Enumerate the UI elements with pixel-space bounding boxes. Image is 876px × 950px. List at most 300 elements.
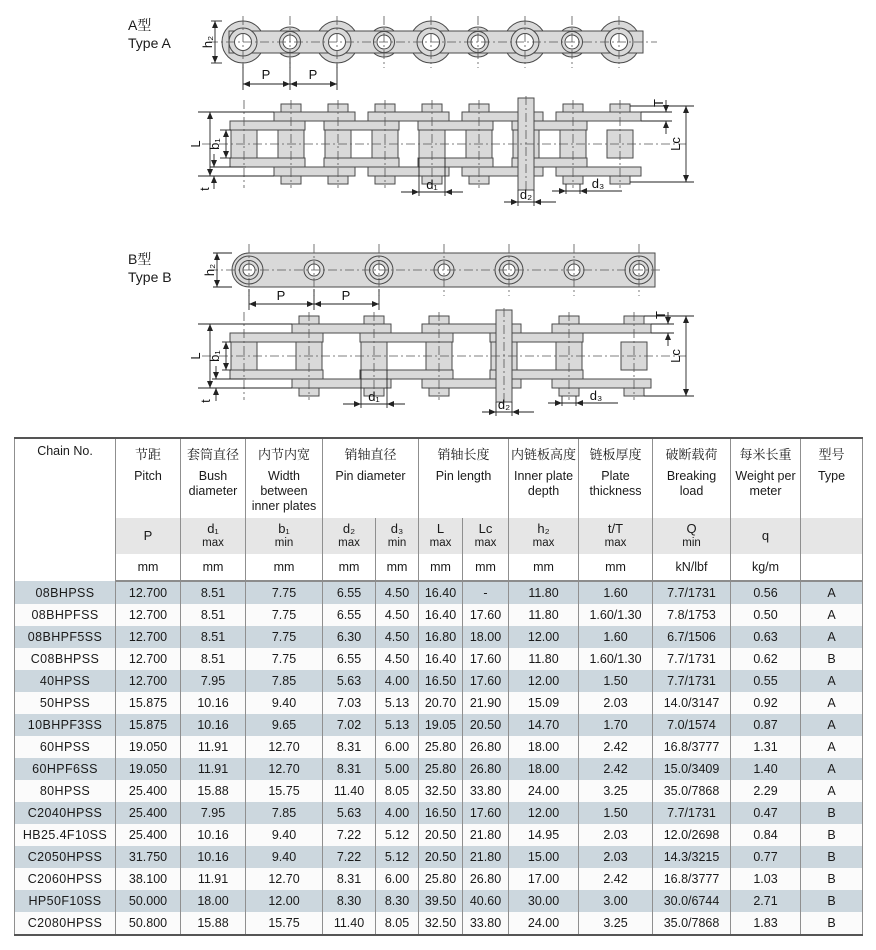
cell-pin-length-lc: 33.80 — [463, 780, 509, 802]
cell-pin-d2: 7.22 — [323, 824, 376, 846]
cell-type: B — [801, 648, 863, 670]
symbol-d2 — [323, 518, 376, 554]
cell-chain-no: HP50F10SS — [15, 890, 116, 912]
cell-breaking-load: 35.0/7868 — [653, 780, 731, 802]
dim-label-T: T — [651, 99, 666, 107]
unit-tt: mm — [579, 554, 653, 581]
cell-pitch: 25.400 — [116, 802, 181, 824]
table-row — [15, 604, 863, 626]
cell-bush-diameter: 8.51 — [181, 626, 246, 648]
cell-pitch: 25.400 — [116, 780, 181, 802]
cell-weight: 1.31 — [731, 736, 801, 758]
cell-bush-diameter: 11.91 — [181, 758, 246, 780]
group-label-en: Inner plate depth — [513, 469, 574, 498]
cell-plate-depth: 18.00 — [509, 736, 579, 758]
group-label-en: Pitch — [134, 469, 162, 483]
table-row — [15, 714, 863, 736]
cell-weight: 0.87 — [731, 714, 801, 736]
symbol-q — [653, 518, 731, 554]
symbol-sub: max — [532, 536, 555, 549]
spec-table-container — [14, 437, 862, 936]
cell-pin-d3: 5.13 — [376, 692, 419, 714]
cell-plate-thickness: 1.60/1.30 — [579, 604, 653, 626]
symbol-sub: max — [338, 536, 360, 549]
cell-pin-d3: 5.12 — [376, 846, 419, 868]
cell-weight: 0.55 — [731, 670, 801, 692]
cell-plate-thickness: 1.60/1.30 — [579, 648, 653, 670]
cell-plate-thickness: 2.42 — [579, 758, 653, 780]
cell-chain-no: 50HPSS — [15, 692, 116, 714]
cell-pin-d3: 4.00 — [376, 670, 419, 692]
cell-plate-depth: 12.00 — [509, 802, 579, 824]
cell-plate-thickness: 3.25 — [579, 912, 653, 935]
cell-weight: 1.40 — [731, 758, 801, 780]
symbol-l — [419, 518, 463, 554]
table-row — [15, 846, 863, 868]
symbol-tt — [579, 518, 653, 554]
symbol-sub: max — [202, 536, 224, 549]
symbol-text: h₂ — [537, 520, 550, 536]
col-header-chain-no: Chain No. — [15, 438, 116, 581]
cell-plate-depth: 12.00 — [509, 626, 579, 648]
cell-breaking-load: 35.0/7868 — [653, 912, 731, 935]
dim-label-h2: h₂ — [202, 263, 217, 277]
type-a-label-cn: A型 — [128, 17, 152, 33]
group-label-en: Pin diameter — [335, 469, 406, 483]
col-group-inner-width — [246, 438, 323, 518]
cell-plate-thickness: 3.00 — [579, 890, 653, 912]
cell-chain-no: 08BHPSS — [15, 581, 116, 604]
col-group-pin-diameter — [323, 438, 419, 518]
cell-type: B — [801, 868, 863, 890]
type-a-top-view-diagram — [200, 4, 675, 96]
cell-type: A — [801, 714, 863, 736]
type-a-side-view-diagram — [186, 96, 702, 216]
unit-d1: mm — [181, 554, 246, 581]
symbol-text: b₁ — [278, 520, 290, 536]
unit-type — [801, 554, 863, 581]
cell-pin-length-l: 25.80 — [419, 736, 463, 758]
type-b-label-en: Type B — [128, 269, 172, 286]
cell-weight: 0.50 — [731, 604, 801, 626]
cell-pin-d3: 5.12 — [376, 824, 419, 846]
cell-plate-depth: 24.00 — [509, 780, 579, 802]
cell-weight: 0.63 — [731, 626, 801, 648]
cell-pin-d3: 4.50 — [376, 648, 419, 670]
dim-label-d2: d₂ — [497, 397, 511, 412]
group-label-cn: 节距 — [134, 447, 161, 462]
symbol-text: Lc — [478, 520, 493, 536]
cell-bush-diameter: 8.51 — [181, 604, 246, 626]
cell-pin-d2: 7.22 — [323, 846, 376, 868]
cell-pitch: 38.100 — [116, 868, 181, 890]
table-row — [15, 736, 863, 758]
cell-plate-depth: 14.70 — [509, 714, 579, 736]
cell-pin-length-l: 16.50 — [419, 670, 463, 692]
cell-pin-length-lc: 26.80 — [463, 736, 509, 758]
cell-weight: 0.77 — [731, 846, 801, 868]
cell-plate-thickness: 1.60 — [579, 626, 653, 648]
cell-type: A — [801, 581, 863, 604]
type-a-pitch-dimension — [243, 58, 337, 90]
type-b-pitch-dimension — [249, 288, 379, 310]
cell-pin-length-l: 32.50 — [419, 912, 463, 935]
cell-plate-thickness: 2.03 — [579, 692, 653, 714]
cell-type: B — [801, 824, 863, 846]
cell-breaking-load: 7.0/1574 — [653, 714, 731, 736]
unit-d2: mm — [323, 554, 376, 581]
cell-plate-depth: 30.00 — [509, 890, 579, 912]
cell-pitch: 12.700 — [116, 626, 181, 648]
dim-label-h2: h₂ — [200, 35, 215, 49]
symbol-sub: min — [682, 536, 701, 549]
cell-pin-d3: 8.30 — [376, 890, 419, 912]
cell-chain-no: C2050HPSS — [15, 846, 116, 868]
symbol-lc — [463, 518, 509, 554]
cell-chain-no: C2040HPSS — [15, 802, 116, 824]
cell-pin-d2: 5.63 — [323, 802, 376, 824]
unit-lc: mm — [463, 554, 509, 581]
cell-pin-length-lc: 40.60 — [463, 890, 509, 912]
dim-label-lc: Lc — [668, 349, 683, 363]
cell-inner-width: 12.70 — [246, 868, 323, 890]
symbol-sub: max — [429, 536, 452, 549]
symbol-type-empty — [801, 518, 863, 554]
col-group-plate-thickness — [579, 438, 653, 518]
cell-plate-depth: 11.80 — [509, 604, 579, 626]
cell-chain-no: 80HPSS — [15, 780, 116, 802]
symbol-weight — [731, 518, 801, 554]
col-group-pin-length — [419, 438, 509, 518]
group-label-en: Pin length — [435, 469, 492, 483]
cell-pin-length-l: 20.50 — [419, 824, 463, 846]
table-row — [15, 802, 863, 824]
cell-breaking-load: 7.7/1731 — [653, 581, 731, 604]
cell-plate-thickness: 2.03 — [579, 824, 653, 846]
cell-plate-depth: 12.00 — [509, 670, 579, 692]
cell-breaking-load: 7.7/1731 — [653, 670, 731, 692]
cell-type: A — [801, 670, 863, 692]
header-group-row — [15, 438, 863, 518]
cell-weight: 0.92 — [731, 692, 801, 714]
table-row — [15, 824, 863, 846]
cell-inner-width: 15.75 — [246, 912, 323, 935]
cell-plate-thickness: 1.50 — [579, 670, 653, 692]
table-row — [15, 890, 863, 912]
group-label-en: Breaking load — [666, 469, 717, 498]
cell-pin-length-lc: 21.80 — [463, 824, 509, 846]
cell-bush-diameter: 10.16 — [181, 692, 246, 714]
cell-chain-no: 40HPSS — [15, 670, 116, 692]
cell-plate-thickness: 1.60 — [579, 581, 653, 604]
group-label-cn: 型号 — [818, 447, 845, 462]
group-label-en: Plate thickness — [589, 469, 642, 498]
symbol-sub: min — [274, 536, 294, 549]
cell-type: A — [801, 604, 863, 626]
cell-bush-diameter: 18.00 — [181, 890, 246, 912]
cell-pitch: 50.800 — [116, 912, 181, 935]
cell-pin-length-l: 16.40 — [419, 648, 463, 670]
cell-pin-d2: 6.55 — [323, 581, 376, 604]
cell-chain-no: C2060HPSS — [15, 868, 116, 890]
group-label-cn: 每米长重 — [739, 447, 792, 462]
cell-weight: 0.56 — [731, 581, 801, 604]
symbol-d3 — [376, 518, 419, 554]
cell-pin-d2: 6.55 — [323, 604, 376, 626]
table-header — [15, 438, 863, 581]
group-label-cn: 内链板高度 — [511, 447, 577, 462]
cell-pin-d2: 7.02 — [323, 714, 376, 736]
cell-weight: 1.03 — [731, 868, 801, 890]
group-label-cn: 链板厚度 — [589, 447, 642, 462]
cell-type: A — [801, 626, 863, 648]
symbol-text: d₁ — [207, 520, 219, 536]
cell-pin-length-lc: 17.60 — [463, 670, 509, 692]
group-label-cn: 销轴长度 — [437, 447, 490, 462]
cell-inner-width: 9.40 — [246, 824, 323, 846]
symbol-sub: max — [604, 536, 627, 549]
dim-label-b1: b₁ — [207, 350, 222, 362]
group-label-en: Bush diameter — [188, 469, 238, 498]
cell-plate-thickness: 2.42 — [579, 736, 653, 758]
unit-l: mm — [419, 554, 463, 581]
cell-pin-length-l: 20.70 — [419, 692, 463, 714]
cell-chain-no: 10BHPF3SS — [15, 714, 116, 736]
cell-bush-diameter: 7.95 — [181, 670, 246, 692]
type-a-label — [128, 16, 171, 52]
cell-pin-length-l: 25.80 — [419, 758, 463, 780]
cell-bush-diameter: 7.95 — [181, 802, 246, 824]
group-label-en: Weight per meter — [735, 469, 796, 498]
cell-pin-d3: 8.05 — [376, 912, 419, 935]
cell-breaking-load: 7.7/1731 — [653, 648, 731, 670]
type-b-side-view-diagram — [186, 310, 702, 422]
cell-pin-d3: 4.50 — [376, 581, 419, 604]
cell-plate-depth: 18.00 — [509, 758, 579, 780]
col-group-breaking-load — [653, 438, 731, 518]
cell-pitch: 15.875 — [116, 714, 181, 736]
cell-pin-d2: 5.63 — [323, 670, 376, 692]
cell-pin-length-lc: 18.00 — [463, 626, 509, 648]
unit-q: kN/lbf — [653, 554, 731, 581]
cell-pin-d2: 6.30 — [323, 626, 376, 648]
cell-plate-thickness: 2.03 — [579, 846, 653, 868]
cell-pin-length-lc: 17.60 — [463, 802, 509, 824]
cell-inner-width: 12.00 — [246, 890, 323, 912]
cell-weight: 2.29 — [731, 780, 801, 802]
cell-inner-width: 9.65 — [246, 714, 323, 736]
cell-inner-width: 9.40 — [246, 846, 323, 868]
cell-inner-width: 7.85 — [246, 802, 323, 824]
table-row — [15, 780, 863, 802]
unit-p: mm — [116, 554, 181, 581]
cell-type: B — [801, 890, 863, 912]
cell-pin-d2: 8.31 — [323, 868, 376, 890]
cell-pitch: 15.875 — [116, 692, 181, 714]
cell-chain-no: 60HPSS — [15, 736, 116, 758]
symbol-p — [116, 518, 181, 554]
symbol-text: q — [761, 527, 770, 543]
cell-chain-no: HB25.4F10SS — [15, 824, 116, 846]
header-unit-row — [15, 554, 863, 581]
cell-pin-d3: 4.00 — [376, 802, 419, 824]
cell-pin-d2: 8.31 — [323, 736, 376, 758]
cell-plate-thickness: 2.42 — [579, 868, 653, 890]
cell-weight: 0.62 — [731, 648, 801, 670]
cell-weight: 1.83 — [731, 912, 801, 935]
symbol-text: t/T — [607, 520, 624, 536]
cell-inner-width: 7.75 — [246, 581, 323, 604]
cell-pin-length-l: 19.05 — [419, 714, 463, 736]
cell-inner-width: 7.75 — [246, 626, 323, 648]
cell-weight: 0.84 — [731, 824, 801, 846]
cell-pitch: 12.700 — [116, 648, 181, 670]
symbol-sub: min — [387, 536, 407, 549]
cell-breaking-load: 15.0/3409 — [653, 758, 731, 780]
cell-chain-no: C08BHPSS — [15, 648, 116, 670]
cell-plate-thickness: 1.50 — [579, 802, 653, 824]
group-label-cn: 破断载荷 — [665, 447, 718, 462]
cell-pin-length-lc: 33.80 — [463, 912, 509, 935]
dim-label-t: t — [198, 399, 213, 403]
cell-pin-length-l: 39.50 — [419, 890, 463, 912]
cell-breaking-load: 30.0/6744 — [653, 890, 731, 912]
cell-breaking-load: 14.3/3215 — [653, 846, 731, 868]
cell-pin-d3: 5.13 — [376, 714, 419, 736]
cell-breaking-load: 12.0/2698 — [653, 824, 731, 846]
cell-breaking-load: 16.8/3777 — [653, 736, 731, 758]
cell-pin-d2: 11.40 — [323, 912, 376, 935]
cell-pitch: 25.400 — [116, 824, 181, 846]
cell-bush-diameter: 8.51 — [181, 648, 246, 670]
unit-h2: mm — [509, 554, 579, 581]
cell-pin-length-lc: 26.80 — [463, 868, 509, 890]
cell-inner-width: 12.70 — [246, 758, 323, 780]
cell-bush-diameter: 8.51 — [181, 581, 246, 604]
cell-pin-d3: 5.00 — [376, 758, 419, 780]
cell-pitch: 19.050 — [116, 758, 181, 780]
cell-plate-depth: 14.95 — [509, 824, 579, 846]
cell-bush-diameter: 10.16 — [181, 846, 246, 868]
cell-inner-width: 7.75 — [246, 604, 323, 626]
cell-pitch: 50.000 — [116, 890, 181, 912]
cell-pin-length-l: 20.50 — [419, 846, 463, 868]
group-label-cn: 套筒直径 — [186, 447, 239, 462]
cell-pin-d3: 8.05 — [376, 780, 419, 802]
cell-pin-d3: 4.50 — [376, 604, 419, 626]
cell-pin-length-lc: 17.60 — [463, 648, 509, 670]
cell-pin-length-lc: - — [463, 581, 509, 604]
symbol-sub: max — [474, 536, 497, 549]
table-row — [15, 868, 863, 890]
cell-bush-diameter: 10.16 — [181, 714, 246, 736]
cell-bush-diameter: 15.88 — [181, 780, 246, 802]
dim-label-l: L — [188, 140, 203, 148]
cell-inner-width: 7.85 — [246, 670, 323, 692]
cell-weight: 2.71 — [731, 890, 801, 912]
cell-inner-width: 15.75 — [246, 780, 323, 802]
unit-b1: mm — [246, 554, 323, 581]
header-symbol-row — [15, 518, 863, 554]
cell-inner-width: 9.40 — [246, 692, 323, 714]
cell-pin-length-lc: 20.50 — [463, 714, 509, 736]
type-b-top-view-diagram — [202, 240, 675, 314]
type-a-label-en: Type A — [128, 35, 171, 52]
type-b-label — [128, 250, 172, 286]
cell-pin-length-lc: 26.80 — [463, 758, 509, 780]
col-group-weight — [731, 438, 801, 518]
cell-weight: 0.47 — [731, 802, 801, 824]
dim-label-lc: Lc — [668, 137, 683, 151]
group-label-en: Type — [817, 469, 846, 483]
cell-breaking-load: 16.8/3777 — [653, 868, 731, 890]
symbol-text: L — [436, 520, 445, 536]
type-b-label-cn: B型 — [128, 251, 152, 267]
cell-plate-depth: 15.00 — [509, 846, 579, 868]
cell-pin-d2: 8.30 — [323, 890, 376, 912]
cell-pin-length-l: 16.40 — [419, 604, 463, 626]
cell-pitch: 31.750 — [116, 846, 181, 868]
symbol-b1 — [246, 518, 323, 554]
cell-type: A — [801, 692, 863, 714]
dim-label-l: L — [188, 352, 203, 360]
cell-bush-diameter: 15.88 — [181, 912, 246, 935]
unit-w: kg/m — [731, 554, 801, 581]
cell-type: A — [801, 758, 863, 780]
cell-pin-d2: 7.03 — [323, 692, 376, 714]
cell-pitch: 19.050 — [116, 736, 181, 758]
group-label-cn: 内节内宽 — [257, 447, 310, 462]
cell-plate-thickness: 3.25 — [579, 780, 653, 802]
table-row — [15, 758, 863, 780]
cell-pin-d3: 6.00 — [376, 736, 419, 758]
cell-inner-width: 12.70 — [246, 736, 323, 758]
type-a-h2-dimension — [200, 21, 222, 63]
cell-plate-depth: 15.09 — [509, 692, 579, 714]
cell-type: A — [801, 736, 863, 758]
cell-type: B — [801, 846, 863, 868]
dim-label-p: P — [308, 67, 318, 82]
cell-plate-depth: 24.00 — [509, 912, 579, 935]
table-row — [15, 670, 863, 692]
dim-label-p: P — [276, 288, 286, 303]
symbol-h2 — [509, 518, 579, 554]
cell-inner-width: 7.75 — [246, 648, 323, 670]
cell-type: B — [801, 802, 863, 824]
cell-breaking-load: 7.8/1753 — [653, 604, 731, 626]
group-label-cn: 销轴直径 — [344, 447, 397, 462]
cell-breaking-load: 14.0/3147 — [653, 692, 731, 714]
cell-plate-thickness: 1.70 — [579, 714, 653, 736]
col-group-pitch — [116, 438, 181, 518]
dim-label-b1: b₁ — [207, 138, 222, 150]
col-group-inner-plate-depth — [509, 438, 579, 518]
cell-pin-length-lc: 17.60 — [463, 604, 509, 626]
cell-pitch: 12.700 — [116, 604, 181, 626]
table-row — [15, 912, 863, 935]
cell-plate-depth: 17.00 — [509, 868, 579, 890]
cell-pin-length-l: 16.50 — [419, 802, 463, 824]
cell-plate-depth: 11.80 — [509, 581, 579, 604]
symbol-text: Q — [686, 520, 697, 536]
dim-label-d3: d₃ — [591, 176, 605, 191]
table-row — [15, 692, 863, 714]
cell-pin-length-l: 25.80 — [419, 868, 463, 890]
cell-bush-diameter: 11.91 — [181, 868, 246, 890]
cell-pin-d2: 8.31 — [323, 758, 376, 780]
dim-label-p: P — [341, 288, 351, 303]
col-group-type — [801, 438, 863, 518]
